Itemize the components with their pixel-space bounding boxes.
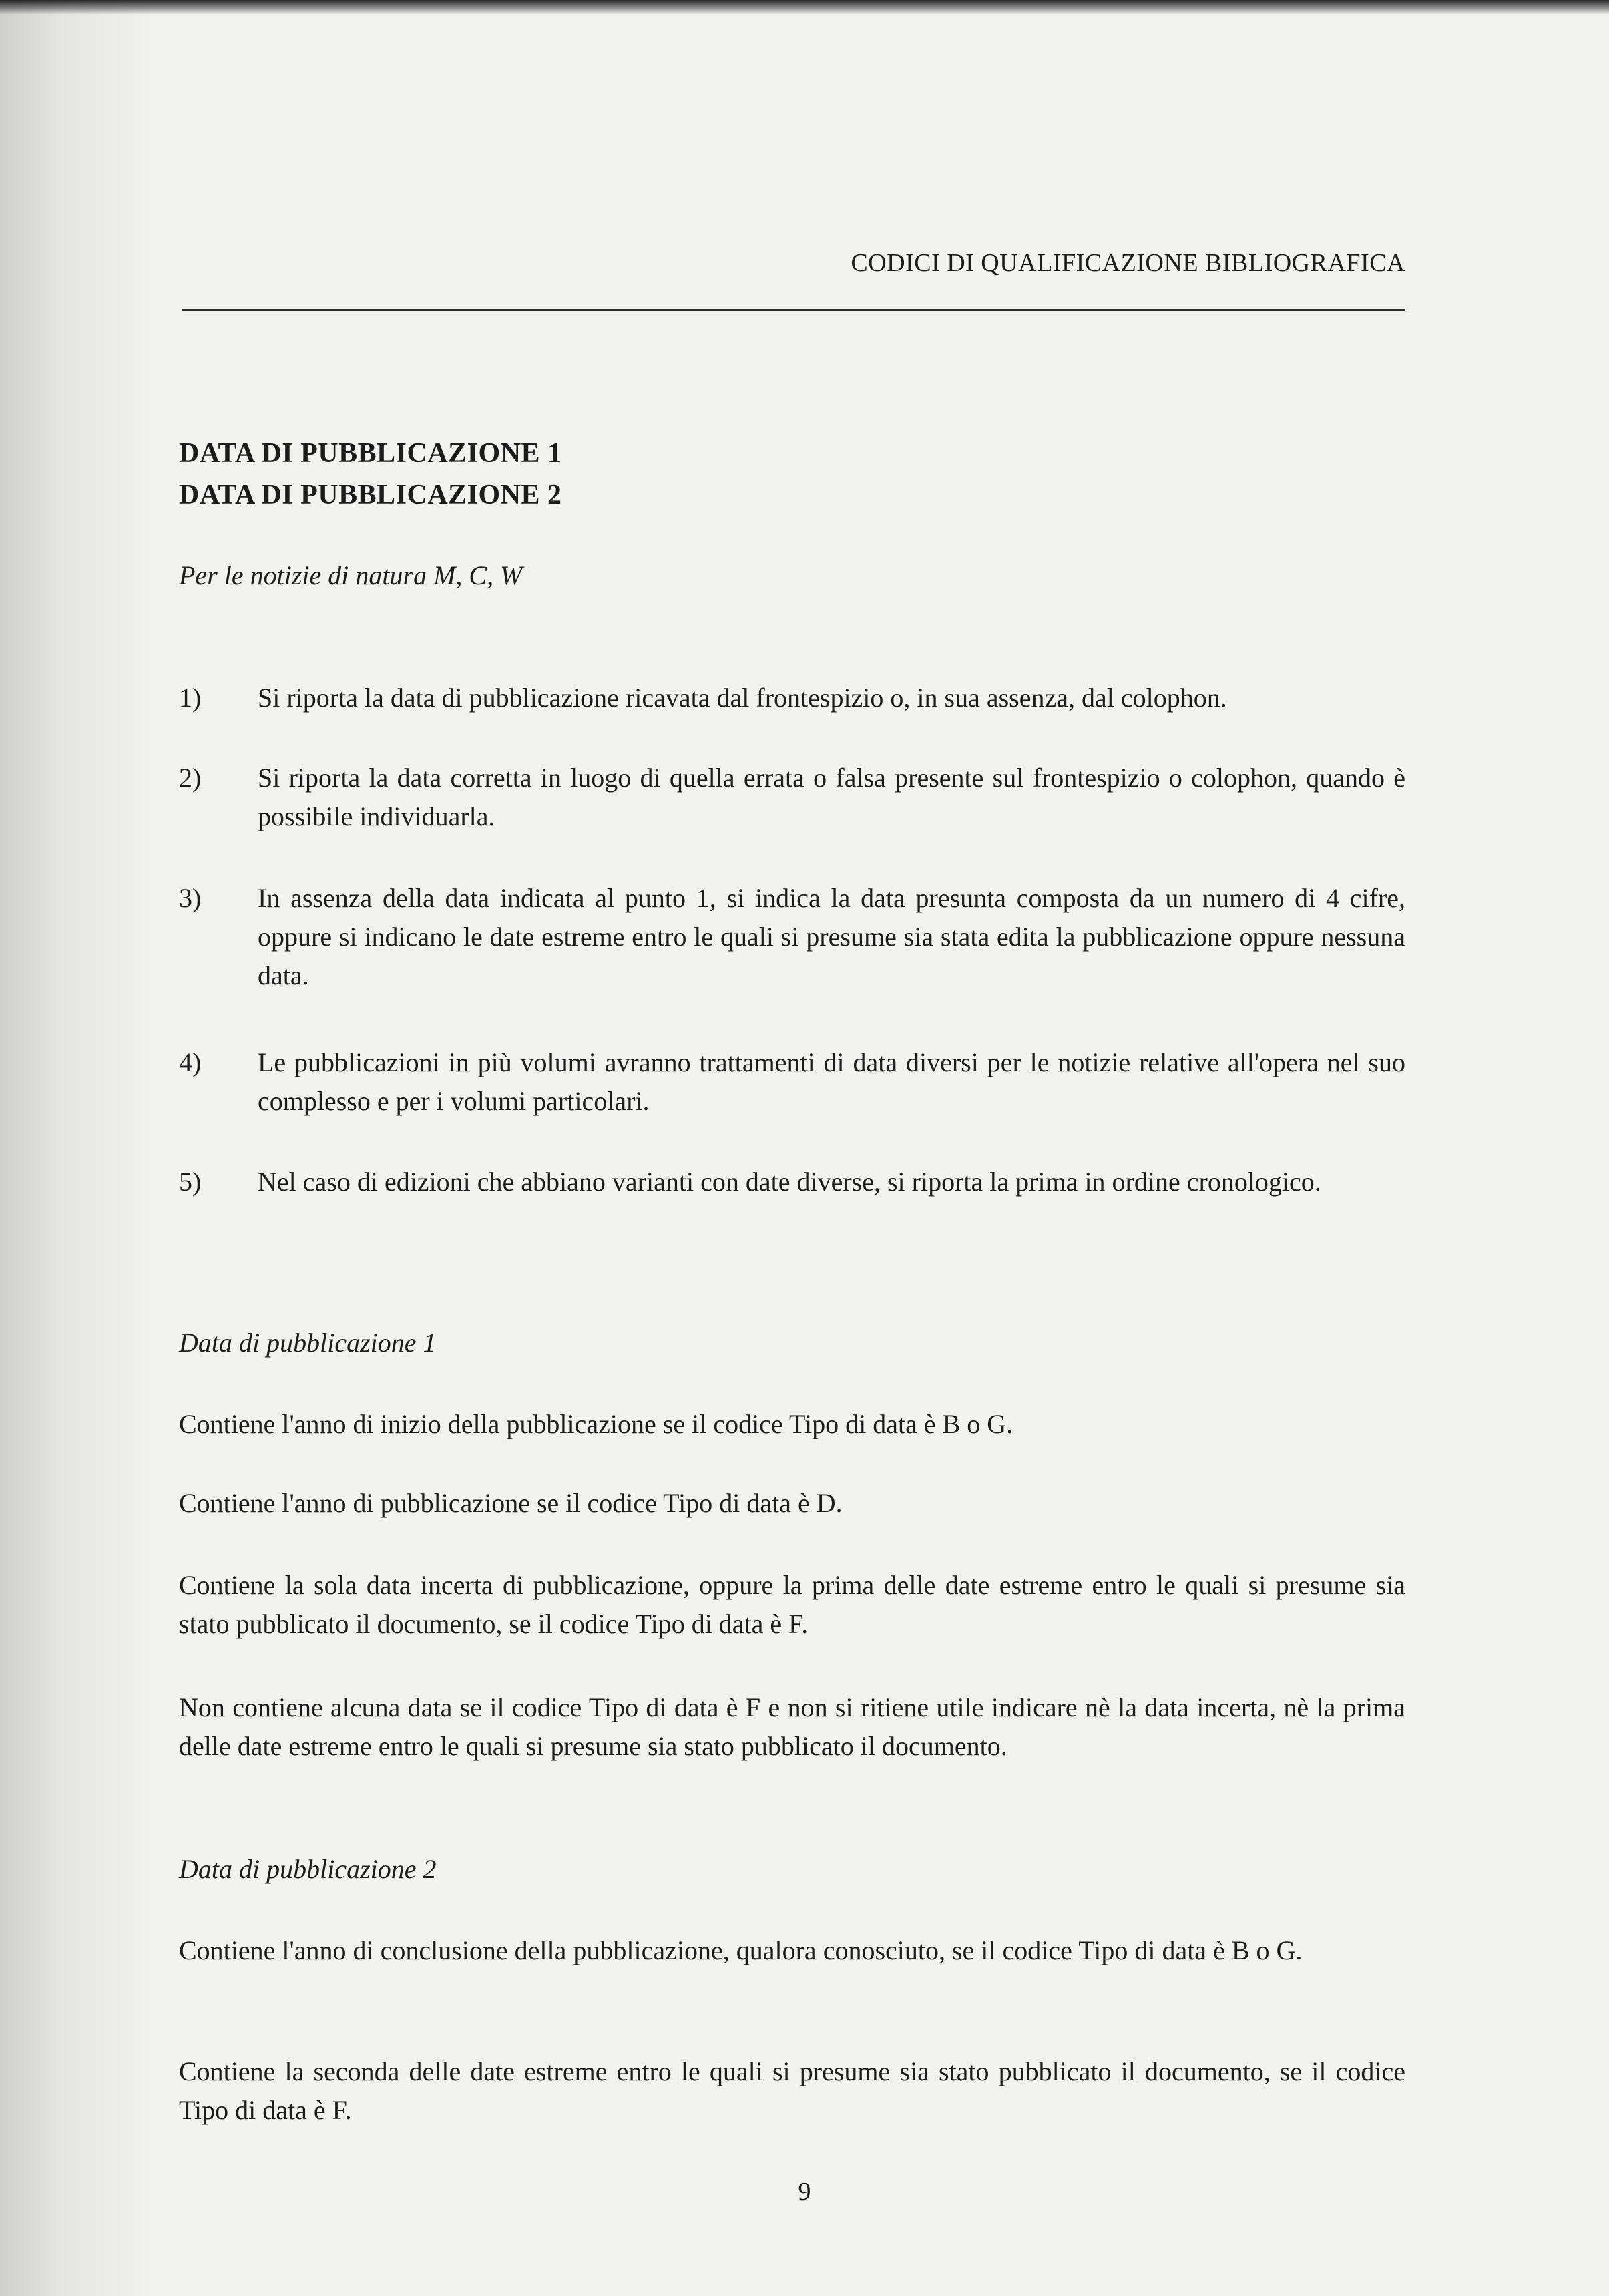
list-item bbox=[179, 1043, 1405, 1121]
list-item-text: Si riporta la data di pubblicazione ricavata dal frontespizio o, in sua assenza, dal colophon. bbox=[258, 683, 1227, 713]
page-number: 9 bbox=[798, 2178, 811, 2206]
list-item-text: Le pubblicazioni in più volumi avranno trattamenti di data diversi per le notizie relative all'opera nel suo complesso e per i volumi particolari. bbox=[258, 1047, 1405, 1116]
list-item-text: Si riporta la data corretta in luogo di quella errata o falsa presente sul frontespizio o colophon, quando è possibile individuarla. bbox=[258, 763, 1405, 831]
data1-paragraph: Contiene l'anno di pubblicazione se il codice Tipo di data è D. bbox=[179, 1488, 843, 1518]
list-item-number: 1) bbox=[179, 683, 202, 713]
section-title-2: DATA DI PUBBLICAZIONE 2 bbox=[179, 480, 562, 510]
data1-heading: Data di pubblicazione 1 bbox=[179, 1328, 437, 1358]
list-item-number: 4) bbox=[179, 1047, 202, 1077]
section-title-1: DATA DI PUBBLICAZIONE 1 bbox=[179, 438, 562, 469]
list-item bbox=[179, 879, 1405, 995]
data1-paragraph: Contiene l'anno di inizio della pubblicazione se il codice Tipo di data è B o G. bbox=[179, 1409, 1013, 1439]
section-subtitle: Per le notizie di natura M, C, W bbox=[179, 560, 523, 590]
scan-top-edge bbox=[0, 0, 1609, 15]
list-item-number: 3) bbox=[179, 883, 202, 913]
list-item-text: In assenza della data indicata al punto 1, si indica la data presunta composta da un numero di 4 cifre, oppure si indicano le date estreme entro le quali si presume sia stata edita la pubblicazione oppure nessuna data. bbox=[258, 883, 1405, 990]
section-heading bbox=[179, 433, 562, 516]
data1-paragraph: Contiene la sola data incerta di pubblicazione, oppure la prima delle date estreme entro le quali si presume sia stato pubblicato il documento, se il codice Tipo di data è F. bbox=[179, 1570, 1405, 1639]
header-rule bbox=[182, 309, 1405, 311]
scan-binding-shadow bbox=[0, 0, 154, 2296]
data2-heading: Data di pubblicazione 2 bbox=[179, 1854, 437, 1884]
list-item bbox=[179, 679, 1405, 717]
data1-paragraph: Non contiene alcuna data se il codice Tipo di data è F e non si ritiene utile indicare nè la data incerta, nè la prima delle date estreme entro le quali si presume sia stato pubblicato il documento. bbox=[179, 1692, 1405, 1761]
list-item-text: Nel caso di edizioni che abbiano varianti con date diverse, si riporta la prima in ordine cronologico. bbox=[258, 1167, 1321, 1197]
data2-paragraph: Contiene la seconda delle date estreme entro le quali si presume sia stato pubblicato il documento, se il codice Tipo di data è F. bbox=[179, 2056, 1405, 2125]
running-header: CODICI DI QUALIFICAZIONE BIBLIOGRAFICA bbox=[851, 249, 1405, 277]
list-item-number: 2) bbox=[179, 763, 202, 793]
list-item bbox=[179, 759, 1405, 836]
list-item-number: 5) bbox=[179, 1167, 202, 1197]
data2-paragraph: Contiene l'anno di conclusione della pubblicazione, qualora conosciuto, se il codice Tipo di data è B o G. bbox=[179, 1935, 1303, 1965]
list-item bbox=[179, 1163, 1405, 1201]
